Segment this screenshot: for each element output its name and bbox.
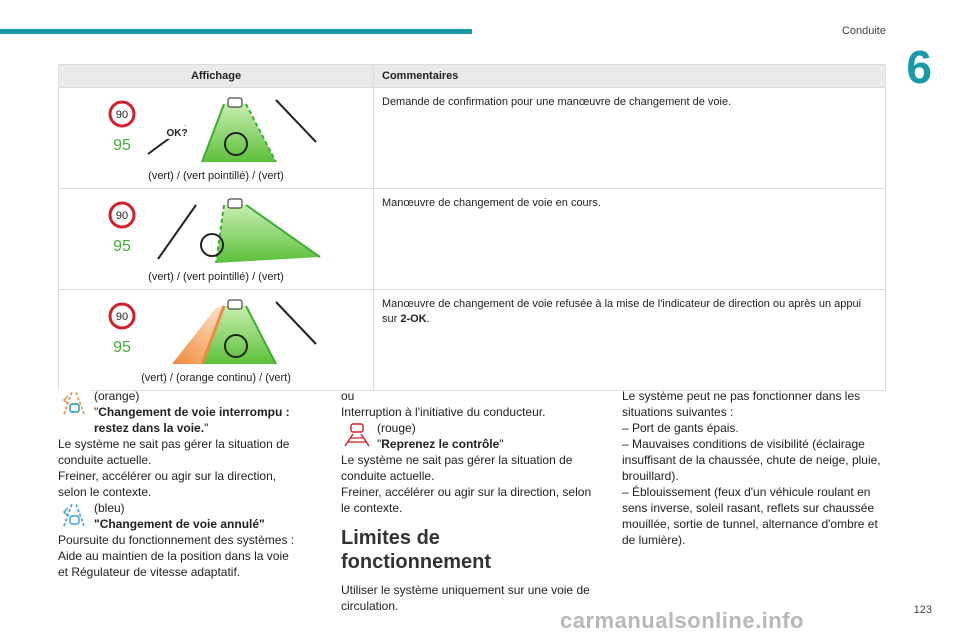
- alert-message-line: [377, 436, 504, 452]
- display-caption: (vert) / (vert pointillé) / (vert): [148, 271, 284, 283]
- comment-bold: 2-OK: [400, 313, 427, 325]
- paragraph: Interruption à l'initiative du conducteur.: [341, 405, 546, 419]
- alert-message-line: [94, 404, 302, 436]
- lane-change-orange-icon: [58, 390, 90, 416]
- paragraph: Poursuite du fonctionnement des systèmes :: [58, 533, 295, 547]
- col-header-comments: Commentaires: [374, 65, 886, 88]
- speed-limit-value: 90: [115, 210, 129, 222]
- header-accent-bar: [0, 29, 472, 34]
- alert-orange: [58, 388, 302, 436]
- display-cell: [59, 189, 374, 290]
- lane-keeping-red-icon: [341, 422, 373, 448]
- display-caption: (vert) / (orange continu) / (vert): [141, 372, 291, 384]
- display-cell: [59, 88, 374, 189]
- ok-badge: OK?: [166, 128, 188, 139]
- display-caption: (vert) / (vert pointillé) / (vert): [148, 170, 284, 182]
- watermark: carmanualsonline.info: [560, 608, 804, 633]
- table-header-row: [59, 65, 886, 88]
- alert-red: [341, 420, 593, 452]
- alert-message: Reprenez le contrôle: [381, 437, 500, 451]
- display-table: [58, 64, 886, 391]
- text-column-1: [58, 388, 302, 580]
- alert-color-label: (orange): [94, 389, 140, 403]
- display-cell: [59, 290, 374, 391]
- table-row: [59, 189, 886, 290]
- paragraph: Aide au maintien de la position dans la voie et Régulateur de vitesse adaptatif.: [58, 549, 289, 579]
- bullet-item: – Port de gants épais.: [622, 421, 739, 435]
- paragraph: Le système peut ne pas fonctionner dans les situations suivantes :: [622, 389, 861, 419]
- paragraph: Le système ne sait pas gérer la situation de conduite actuelle.: [58, 437, 290, 467]
- paragraph: Le système ne sait pas gérer la situation de conduite actuelle.: [341, 453, 573, 483]
- paragraph: Freiner, accélérer ou agir sur la direction, selon le contexte.: [341, 485, 592, 515]
- paragraph: Freiner, accélérer ou agir sur la direction, selon le contexte.: [58, 469, 277, 499]
- lead-car-icon: [228, 300, 242, 309]
- comment-cell: Demande de confirmation pour une manœuvre de changement de voie.: [374, 88, 886, 189]
- quote-mark: ": [204, 421, 209, 435]
- set-speed-value: 95: [113, 137, 131, 154]
- lead-car-icon: [228, 199, 242, 208]
- text-column-3: [622, 388, 886, 548]
- alert-color-label: (rouge): [377, 421, 416, 435]
- section-heading: Limites de fonctionnement: [341, 527, 491, 573]
- table-row: [59, 290, 886, 391]
- comment-cell: Manœuvre de changement de voie en cours.: [374, 189, 886, 290]
- comment-end: .: [426, 313, 430, 325]
- bullet-item: – Éblouissement (feux d'un véhicule roulant en sens inverse, soleil rasant, reflets sur chaussée mouillée, sortie de tunnel, alternance d'ombre et de lumière).: [622, 485, 878, 547]
- quote-mark: ": [94, 405, 99, 419]
- lead-car-icon: [228, 98, 242, 107]
- set-speed-value: 95: [113, 238, 131, 255]
- speed-limit-value: 90: [115, 311, 129, 323]
- comment-cell: [374, 290, 886, 391]
- page-number: 123: [913, 604, 932, 616]
- lane-display-illustration: [106, 96, 326, 168]
- col-header-display: Affichage: [59, 65, 374, 88]
- paragraph: ou: [341, 389, 355, 403]
- bullet-item: – Mauvaises conditions de visibilité (éclairage insuffisant de la chaussée, chute de neige, pluie, brouillard).: [622, 437, 881, 483]
- lane-display-illustration: [106, 298, 326, 370]
- lane-display-illustration: [106, 197, 326, 269]
- quote-mark: ": [377, 437, 382, 451]
- lane-change-blue-icon: [58, 502, 90, 528]
- paragraph: Utiliser le système uniquement sur une voie de circulation.: [341, 583, 590, 613]
- chapter-number: 6: [906, 41, 932, 93]
- section-title: Conduite: [841, 25, 886, 37]
- alert-blue: [58, 500, 302, 532]
- set-speed-value: 95: [113, 339, 131, 356]
- quote-mark: ": [499, 437, 504, 451]
- comment-text: Manœuvre de changement de voie refusée à la mise de l'indicateur de direction ou après un appui sur: [382, 298, 862, 325]
- speed-limit-value: 90: [115, 109, 129, 121]
- text-column-2: [341, 388, 593, 614]
- alert-message: Changement de voie interrompu : restez dans la voie.: [94, 405, 290, 435]
- alert-message: "Changement de voie annulé": [94, 517, 265, 531]
- table-row: [59, 88, 886, 189]
- alert-color-label: (bleu): [94, 501, 125, 515]
